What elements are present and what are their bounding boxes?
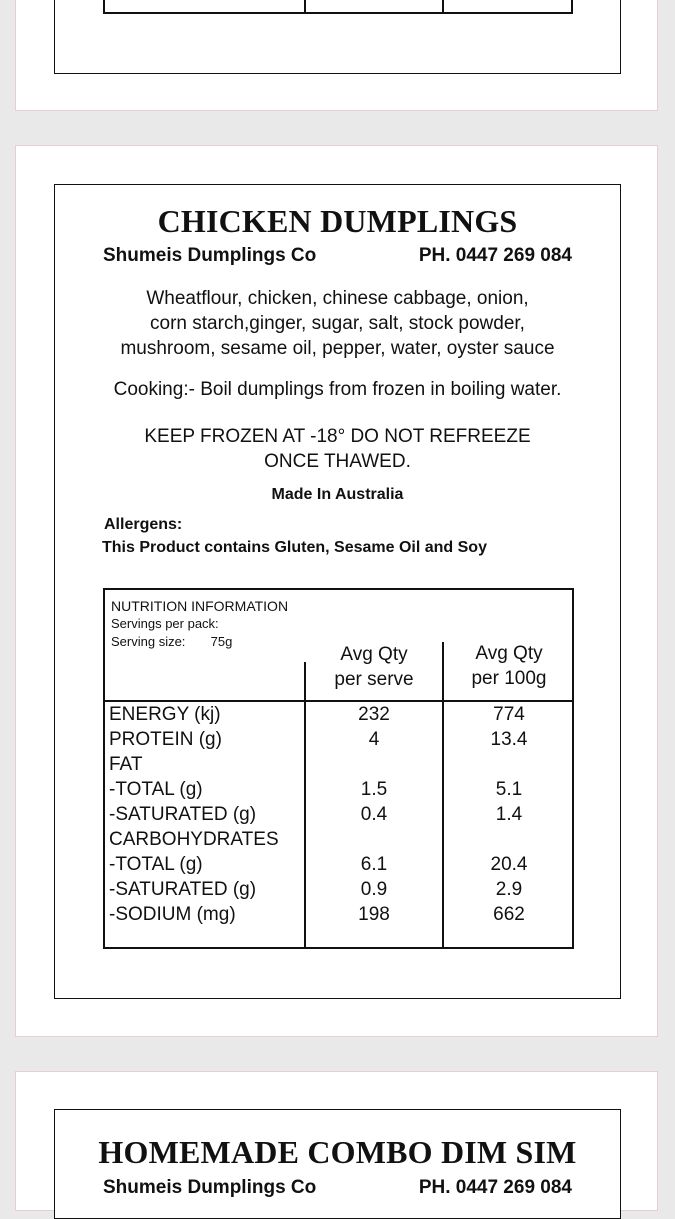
ingredients-line: mushroom, sesame oil, pepper, water, oyster sauce (120, 338, 555, 359)
table-row (105, 779, 572, 804)
per-serve-value: 198 (358, 904, 390, 925)
column-header-line: per serve (334, 669, 414, 690)
column-header-line: per 100g (471, 668, 547, 689)
ingredients-line: corn starch,ginger, sugar, salt, stock powder, (150, 313, 525, 334)
table-row (105, 829, 572, 854)
next-label-page (15, 1071, 658, 1211)
nutrition-title: NUTRITION INFORMATION (111, 598, 289, 614)
serving-size (111, 634, 232, 649)
storage-line: ONCE THAWED. (264, 451, 411, 472)
storage-line: KEEP FROZEN AT -18° DO NOT REFREEZE (144, 426, 531, 447)
per-serve-value: 0.4 (360, 804, 388, 825)
table-row (105, 704, 572, 729)
per-100g-value: 20.4 (490, 854, 528, 875)
per-serve-value: 1.5 (360, 779, 388, 800)
per-100g-value: 2.9 (495, 879, 523, 900)
allergens-statement: This Product contains Gluten, Sesame Oil and Soy (102, 539, 487, 556)
serving-size-label: Serving size: (111, 634, 186, 649)
company-name: Shumeis Dumplings Co (103, 245, 317, 266)
previous-label-frame (54, 0, 621, 74)
chicken-dumplings-page (15, 145, 658, 1037)
per-serve-value: 6.1 (360, 854, 388, 875)
nutrition-table (103, 588, 574, 949)
per-100g-value: 662 (493, 904, 525, 925)
ingredients-list (65, 286, 610, 361)
nutrient-label: -TOTAL (g) (109, 779, 203, 800)
storage-instructions (55, 424, 620, 474)
table-row (105, 879, 572, 904)
table-row (105, 804, 572, 829)
nutrient-label: CARBOHYDRATES (109, 829, 279, 850)
servings-per-pack: Servings per pack: (111, 616, 219, 631)
phone-number: PH. 0447 269 084 (418, 245, 572, 266)
table-row (105, 854, 572, 879)
table-row (105, 904, 572, 929)
column-header-per-100g (444, 641, 574, 691)
nutrient-label: -SATURATED (g) (109, 804, 257, 825)
nutrition-rows (105, 704, 572, 929)
nutrient-label: -SODIUM (mg) (109, 904, 236, 925)
previous-nutrition-table-bottom (103, 0, 573, 14)
ingredients-line: Wheatflour, chicken, chinese cabbage, onion, (146, 288, 529, 309)
nutrient-label: -TOTAL (g) (109, 854, 203, 875)
per-100g-value: 13.4 (490, 729, 528, 750)
per-serve-value: 0.9 (360, 879, 388, 900)
per-100g-value: 5.1 (495, 779, 523, 800)
next-company-name: Shumeis Dumplings Co (103, 1177, 317, 1198)
column-header-line: Avg Qty (340, 644, 408, 665)
serving-size-value: 75g (210, 634, 233, 649)
column-header-line: Avg Qty (475, 643, 543, 664)
nutrient-label: PROTEIN (g) (109, 729, 222, 750)
next-phone-number: PH. 0447 269 084 (418, 1177, 572, 1198)
product-title: CHICKEN DUMPLINGS (157, 203, 518, 239)
header-divider (105, 700, 572, 702)
table-row (105, 729, 572, 754)
next-product-label (54, 1109, 621, 1219)
per-100g-value: 1.4 (495, 804, 523, 825)
nutrient-label: -SATURATED (g) (109, 879, 257, 900)
per-100g-value: 774 (493, 704, 525, 725)
country-of-origin: Made In Australia (271, 486, 404, 503)
per-serve-value: 232 (358, 704, 390, 725)
next-product-title: HOMEMADE COMBO DIM SIM (98, 1134, 577, 1170)
allergens-heading: Allergens: (104, 516, 183, 533)
per-serve-value: 4 (368, 729, 380, 750)
previous-label-page (15, 0, 658, 111)
nutrient-label: ENERGY (kj) (109, 704, 221, 725)
column-header-per-serve (306, 642, 442, 692)
nutrient-label: FAT (109, 754, 143, 775)
product-label (54, 184, 621, 999)
cooking-instructions: Cooking:- Boil dumplings from frozen in boiling water. (113, 379, 562, 400)
table-row (105, 754, 572, 779)
